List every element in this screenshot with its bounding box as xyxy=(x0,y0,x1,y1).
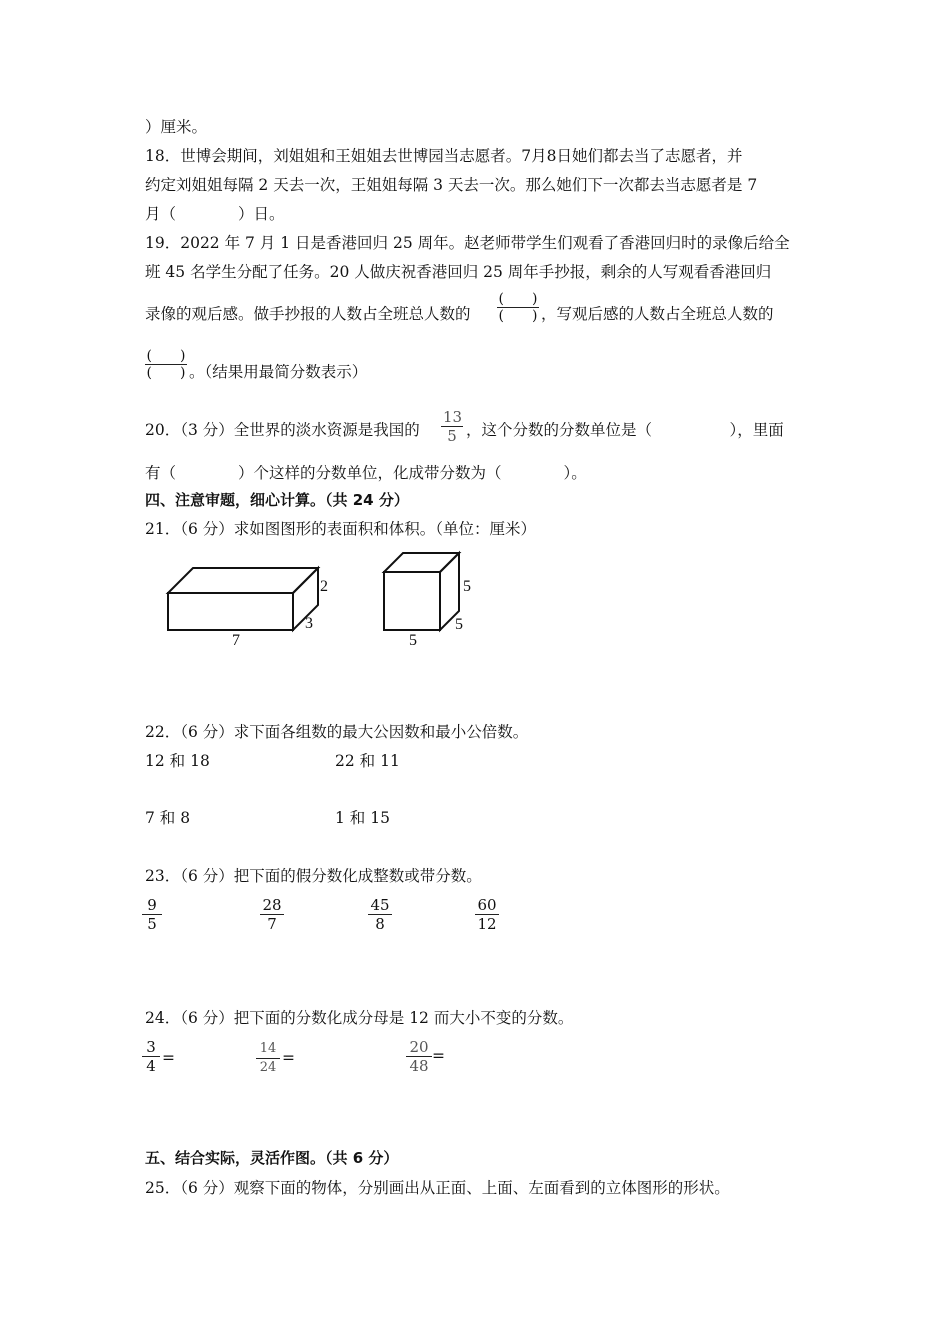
question-20-line1a: 20．（3 分）全世界的淡水资源是我国的 xyxy=(145,421,420,439)
cube-height-label: 5 xyxy=(463,578,471,595)
fraction-denominator: 24 xyxy=(259,1060,277,1075)
number-pair: 7 和 8 xyxy=(145,809,191,827)
question-19-line4: 。（结果用最简分数表示） xyxy=(189,363,368,381)
number-pair: 12 和 18 xyxy=(145,752,210,770)
improper-fraction xyxy=(260,896,284,933)
improper-fraction xyxy=(475,896,499,933)
fraction-denominator: 5 xyxy=(147,915,157,933)
fraction-denominator: 4 xyxy=(146,1057,156,1075)
improper-fraction xyxy=(368,896,392,933)
improper-fraction xyxy=(142,896,162,933)
section-5-heading: 五、结合实际，灵活作图。（共 6 分） xyxy=(145,1149,399,1167)
section-4-heading: 四、注意审题，细心计算。（共 24 分） xyxy=(145,491,409,509)
question-19-line3b: ，写观后感的人数占全班总人数的 xyxy=(541,305,774,323)
cube-depth-label: 5 xyxy=(455,616,463,633)
question-18-line3: 月（ ）日。 xyxy=(145,205,285,223)
cuboid-height-label: 2 xyxy=(320,578,328,595)
equals-sign: = xyxy=(432,1047,445,1065)
question-23: 23．（6 分）把下面的假分数化成整数或带分数。 xyxy=(145,867,482,885)
cuboid-length-label: 7 xyxy=(232,632,240,649)
fraction-numerator: 28 xyxy=(262,896,282,914)
question-25: 25．（6 分）观察下面的物体，分别画出从正面、上面、左面看到的立体图形的形状。 xyxy=(145,1179,730,1197)
question-22: 22．（6 分）求下面各组数的最大公因数和最小公倍数。 xyxy=(145,723,529,741)
fraction-denominator: 5 xyxy=(447,427,457,445)
fraction-numerator: 14 xyxy=(259,1041,277,1056)
question-20-line1b: ，这个分数的分数单位是（ ），里面 xyxy=(466,421,784,439)
fraction-numerator: 3 xyxy=(146,1038,156,1056)
cube-width-label: 5 xyxy=(409,632,417,649)
fraction xyxy=(406,1038,432,1075)
equals-sign: = xyxy=(162,1049,175,1067)
fraction-numerator: 9 xyxy=(147,896,157,914)
fraction-denominator: 48 xyxy=(409,1057,429,1075)
fraction xyxy=(256,1040,280,1077)
cuboid-width-label: 3 xyxy=(305,615,313,632)
question-18-line2: 约定刘姐姐每隔 2 天去一次，王姐姐每隔 3 天去一次。那么她们下一次都去当志愿者是 7 xyxy=(145,176,758,194)
question-19-line2: 班 45 名学生分配了任务。20 人做庆祝香港回归 25 周年手抄报，剩余的人写观看香港回归 xyxy=(145,263,772,281)
blank-denominator: ( ) xyxy=(498,308,538,324)
number-pair: 1 和 15 xyxy=(335,809,390,827)
fraction-denominator: 12 xyxy=(477,915,497,933)
fraction xyxy=(142,1038,160,1075)
blank-numerator: ( ) xyxy=(146,348,186,364)
fraction-numerator: 45 xyxy=(370,896,390,914)
question-19-line1: 19．2022 年 7 月 1 日是香港回归 25 周年。赵老师带学生们观看了香港回归时的录像后给全 xyxy=(145,234,790,252)
fraction-numerator: 20 xyxy=(409,1038,429,1056)
number-pair: 22 和 11 xyxy=(335,752,400,770)
fraction-numerator: 13 xyxy=(443,408,463,426)
answer-blank-fraction[interactable] xyxy=(497,291,539,324)
equals-sign: = xyxy=(282,1049,295,1067)
fraction-denominator: 8 xyxy=(375,915,385,933)
question-20-line2: 有（ ）个这样的分数单位，化成带分数为（ ）。 xyxy=(145,464,587,482)
question-21: 21．（6 分）求如图图形的表面积和体积。（单位：厘米） xyxy=(145,520,537,538)
cuboid-figure xyxy=(160,560,350,655)
blank-denominator: ( ) xyxy=(146,365,186,381)
fraction-denominator: 7 xyxy=(267,915,277,933)
question-18-line1: 18．世博会期间，刘姐姐和王姐姐去世博园当志愿者。7月8日她们都去当了志愿者，并 xyxy=(145,147,743,165)
answer-blank-fraction[interactable] xyxy=(145,348,187,381)
fraction-numerator: 60 xyxy=(477,896,497,914)
question-24: 24．（6 分）把下面的分数化成分母是 12 而大小不变的分数。 xyxy=(145,1009,574,1027)
blank-numerator: ( ) xyxy=(498,291,538,307)
question-19-line3a: 录像的观后感。做手抄报的人数占全班总人数的 xyxy=(145,305,471,323)
text-line: ）厘米。 xyxy=(145,118,208,136)
fraction-13-5 xyxy=(441,408,463,445)
